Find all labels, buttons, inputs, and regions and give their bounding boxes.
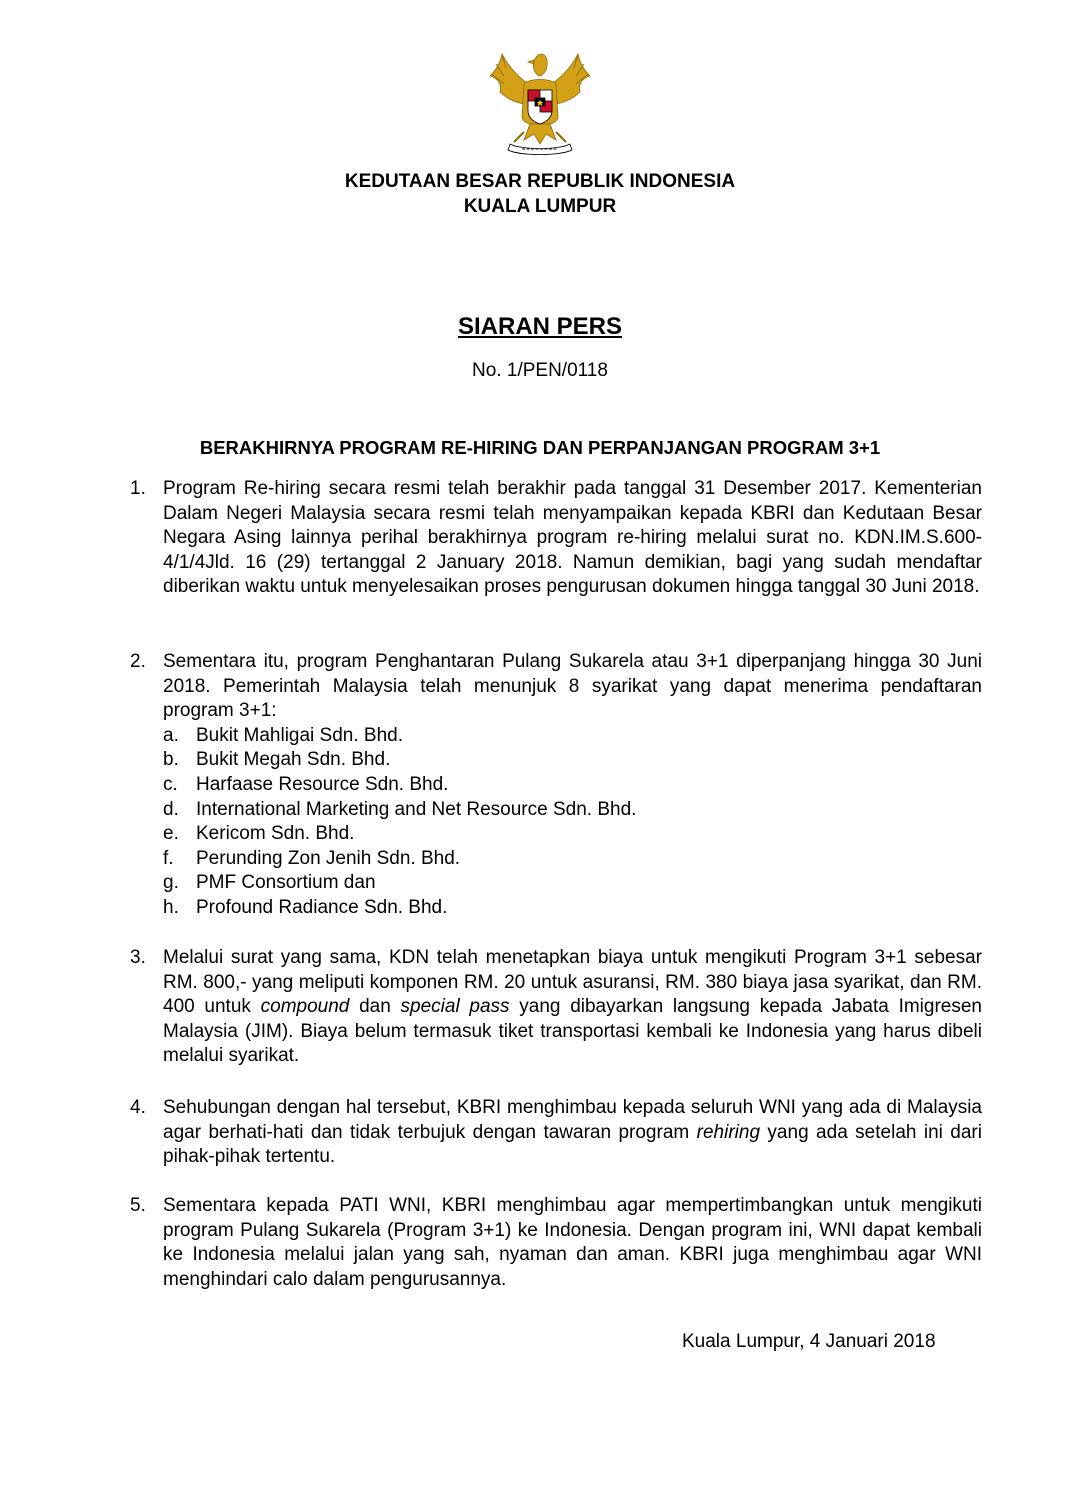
company-name: Kericom Sdn. Bhd. [196, 823, 355, 845]
point-number: 2. [130, 651, 146, 672]
point-text: Program Re-hiring secara resmi telah berakhir pada tanggal 31 Desember 2017. Kementerian Dalam Negeri Malaysia secara resmi telah menyampaikan kepada KBRI dan Kedutaan Besar Negara Asing lainnya perihal berakhirnya program re-hiring melalui surat no. KDN.IM.S.600-4/1/4Jld. 16 (29) tertanggal 2 January 2018. Namun demikian, bagi yang sudah mendaftar diberikan waktu untuk menyelesaikan proses pengurusan dokumen hingga tanggal 30 Juni 2018. [163, 478, 982, 598]
company-list [163, 724, 982, 921]
point-number: 1. [130, 478, 146, 499]
list-item [163, 871, 982, 896]
point-number: 5. [130, 1195, 146, 1216]
list-item [163, 847, 982, 872]
document-number: No. 1/PEN/0118 [472, 360, 608, 381]
point-number: 4. [130, 1097, 146, 1118]
point-5 [130, 1194, 982, 1292]
list-item [163, 798, 982, 823]
list-letter: a. [163, 724, 179, 746]
place-date: Kuala Lumpur, 4 Januari 2018 [682, 1331, 936, 1352]
company-name: Bukit Megah Sdn. Bhd. [196, 749, 391, 771]
point-text: Sementara itu, program Penghantaran Pulang Sukarela atau 3+1 diperpanjang hingga 30 Juni 2018. Pemerintah Malaysia telah menunjuk 8 syarikat yang dapat menerima pendaftaran program 3+1: [163, 651, 982, 722]
point-4 [130, 1096, 982, 1170]
list-item [163, 896, 982, 921]
garuda-pancasila-emblem-icon [484, 40, 596, 158]
document-title: SIARAN PERS [457, 313, 623, 340]
list-letter: f. [163, 847, 174, 869]
point-3 [130, 946, 982, 1069]
list-letter: h. [163, 896, 179, 918]
embassy-name: KEDUTAAN BESAR REPUBLIK INDONESIA [344, 171, 736, 192]
point-text: Melalui surat yang sama, KDN telah menetapkan biaya untuk mengikuti Program 3+1 sebesar RM. 800,- yang meliputi komponen RM. 20 untuk asuransi, RM. 380 biaya jasa syarikat, dan RM. 400 untuk compound dan special pass yang dibayarkan langsung kepada Jabata Imigresen Malaysia (JIM). Biaya belum termasuk tiket transportasi kembali ke Indonesia yang harus dibeli melalui syarikat. [163, 947, 982, 1067]
list-item [163, 773, 982, 798]
company-name: Perunding Zon Jenih Sdn. Bhd. [196, 847, 461, 869]
company-name: Profound Radiance Sdn. Bhd. [196, 896, 448, 918]
point-number: 3. [130, 947, 146, 968]
company-name: Harfaase Resource Sdn. Bhd. [196, 773, 449, 795]
company-name: PMF Consortium dan [196, 872, 376, 894]
company-name: Bukit Mahligai Sdn. Bhd. [196, 724, 404, 746]
point-text: Sementara kepada PATI WNI, KBRI menghimbau agar mempertimbangkan untuk mengikuti program Pulang Sukarela (Program 3+1) ke Indonesia. Dengan program ini, WNI dapat kembali ke Indonesia melalui jalan yang sah, nyaman dan aman. KBRI juga menghimbau agar WNI menghindari calo dalam pengurusannya. [163, 1195, 982, 1290]
list-letter: b. [163, 749, 179, 771]
point-1 [130, 477, 982, 600]
list-item [163, 724, 982, 749]
list-letter: g. [163, 872, 179, 894]
list-letter: c. [163, 773, 178, 795]
point-text: Sehubungan dengan hal tersebut, KBRI menghimbau kepada seluruh WNI yang ada di Malaysia agar berhati-hati dan tidak terbujuk dengan tawaran program rehiring yang ada setelah ini dari pihak-pihak tertentu. [163, 1097, 982, 1168]
embassy-city: KUALA LUMPUR [463, 196, 617, 217]
list-letter: d. [163, 798, 179, 820]
document-subject: BERAKHIRNYA PROGRAM RE-HIRING DAN PERPANJANGAN PROGRAM 3+1 [199, 437, 881, 458]
list-item [163, 822, 982, 847]
list-letter: e. [163, 823, 179, 845]
list-item [163, 748, 982, 773]
company-name: International Marketing and Net Resource Sdn. Bhd. [196, 798, 637, 820]
point-2 [130, 650, 982, 921]
